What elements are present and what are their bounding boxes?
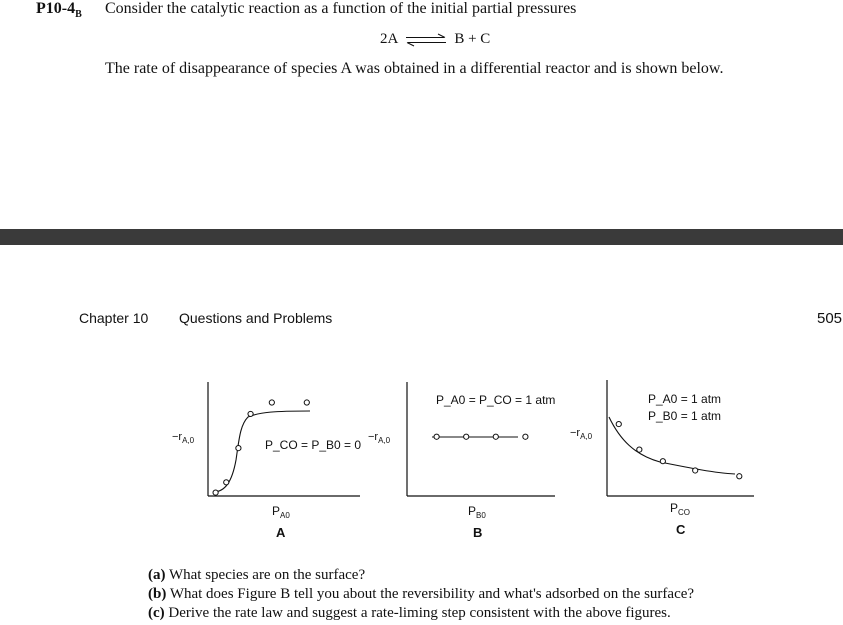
page-divider [0, 229, 843, 245]
figure-b-condition: P_A0 = P_CO = 1 atm [436, 393, 556, 407]
chapter-title: Questions and Problems [179, 310, 333, 326]
data-point [637, 447, 642, 452]
problem-intro: Consider the catalytic reaction as a function of the initial partial pressures [105, 0, 577, 17]
figure-a [172, 382, 361, 540]
equilibrium-arrows-icon [404, 33, 448, 47]
figure-c-y-label: $-r_{A,0}$ [570, 427, 593, 441]
figure-a-condition: P_CO = P_B0 = 0 [265, 438, 362, 452]
data-point [737, 474, 742, 479]
figure-c [570, 380, 754, 537]
reaction-equation [380, 31, 490, 48]
figure-b-y-label: $-r_{A,0}$ [368, 431, 391, 445]
chapter-label: Chapter 10 [79, 310, 149, 326]
data-point [464, 434, 469, 439]
figure-a-y-label: $-r_{A,0}$ [172, 431, 195, 445]
data-point [523, 434, 528, 439]
figure-c-x-label: $P_{CO}$ [670, 501, 691, 517]
data-point [304, 400, 309, 405]
data-point [434, 434, 439, 439]
figure-c-condition-1: P_A0 = 1 atm [648, 392, 722, 406]
reaction-reactants: 2A [380, 31, 399, 47]
data-point [616, 421, 621, 426]
question-list [148, 566, 694, 623]
figure-b [368, 382, 555, 540]
figure-b-x-label: $P_{B0}$ [468, 504, 486, 520]
question-a: (a) What species are on the surface? [148, 567, 366, 583]
figure-c-condition-2: P_B0 = 1 atm [648, 409, 722, 423]
page-number: 505 [817, 310, 843, 327]
figure-c-letter: C [676, 522, 686, 537]
reaction-products: B + C [454, 31, 491, 47]
figure-a-letter: A [276, 525, 286, 540]
data-point [224, 480, 229, 485]
data-point [493, 434, 498, 439]
data-point [269, 400, 274, 405]
question-c: (c) Derive the rate law and suggest a rate-liming step consistent with the above figures. [148, 605, 671, 621]
data-point [213, 490, 218, 495]
data-point [693, 468, 698, 473]
data-point [236, 446, 241, 451]
figure-c-curve [609, 417, 735, 474]
data-point [248, 411, 253, 416]
rate-figures [150, 370, 770, 555]
question-b: (b) What does Figure B tell you about the reversibility and what's adsorbed on the surface? [148, 586, 695, 602]
figure-a-x-label: $P_{A0}$ [272, 504, 290, 520]
rate-description: The rate of disappearance of species A was obtained in a differential reactor and is shown below. [105, 60, 724, 77]
figure-b-letter: B [473, 525, 483, 540]
data-point [660, 459, 665, 464]
problem-number: $P10-4_B$ [36, 0, 82, 21]
